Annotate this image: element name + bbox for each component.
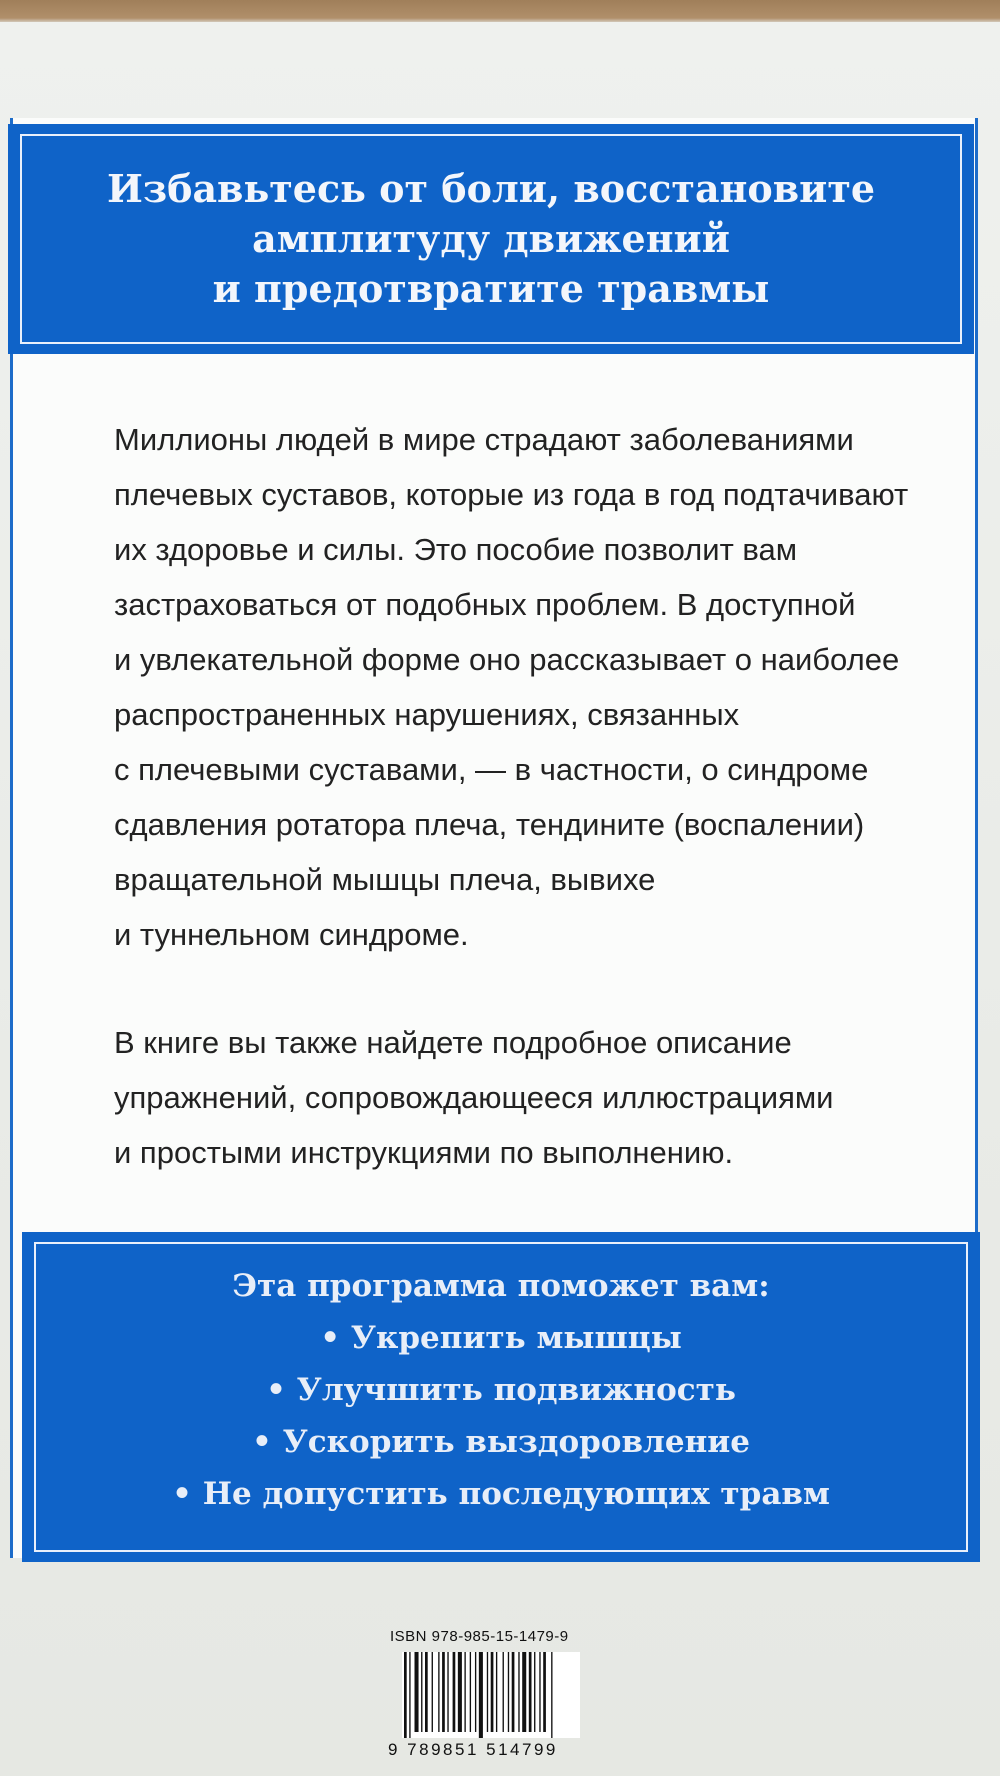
barcode-bar <box>458 1652 462 1732</box>
barcode-bar <box>453 1652 456 1732</box>
barcode-bar <box>518 1652 519 1732</box>
barcode-digits: 9 789851 514799 <box>388 1740 558 1759</box>
barcode-bar <box>487 1652 488 1732</box>
description-paragraph-2 <box>114 1015 934 1180</box>
barcode-bar <box>415 1652 419 1732</box>
barcode-bar <box>475 1652 476 1732</box>
paragraph-1-line: и туннельном синдроме. <box>114 917 469 952</box>
paragraph-1-line: и увлекательной форме оно рассказывает о наиболее <box>114 642 900 677</box>
barcode-bar <box>464 1652 465 1732</box>
barcode-bar <box>432 1652 433 1732</box>
isbn-label: ISBN 978-985-15-1479-9 <box>390 1628 569 1645</box>
barcode-bar <box>409 1652 410 1738</box>
paragraph-2-line: В книге вы также найдете подробное описание <box>114 1025 792 1060</box>
program-item: • Ускорить выздоровление <box>251 1424 751 1460</box>
headline-line-3: и предотвратите травмы <box>212 266 770 311</box>
barcode-bar <box>421 1652 422 1732</box>
barcode-bar <box>529 1652 532 1732</box>
headline-line-2: амплитуду движений <box>252 216 730 261</box>
barcode-bar <box>543 1652 546 1732</box>
barcode-bar <box>508 1652 509 1732</box>
program-banner <box>22 1232 980 1562</box>
program-item: • Улучшить подвижность <box>266 1372 736 1408</box>
program-list <box>42 1260 960 1520</box>
barcode-bar <box>404 1652 407 1738</box>
paragraph-1-line: вращательной мышцы плеча, вывихе <box>114 862 656 897</box>
barcode-bar <box>491 1652 494 1732</box>
headline-line-1: Избавьтесь от боли, восстановите <box>106 166 876 211</box>
program-item: • Укрепить мышцы <box>320 1320 682 1356</box>
paragraph-1-line: с плечевыми суставами, — в частности, о синдроме <box>114 752 869 787</box>
barcode-icon <box>402 1652 580 1738</box>
headline <box>48 164 934 314</box>
paragraph-1-line: Миллионы людей в мире страдают заболеваниями <box>114 422 854 457</box>
top-banner <box>8 124 974 354</box>
barcode-bar <box>522 1652 526 1732</box>
program-title: Эта программа поможет вам: <box>232 1268 770 1304</box>
barcode-bar <box>496 1652 497 1732</box>
barcode-bar <box>534 1652 535 1732</box>
paragraph-2-line: и простыми инструкциями по выполнению. <box>114 1135 734 1170</box>
barcode-bar <box>512 1652 515 1732</box>
barcode-bar <box>447 1652 448 1732</box>
description-paragraph-1 <box>114 412 934 962</box>
paragraph-2-line: упражнений, сопровождающееся иллюстрациями <box>114 1080 834 1115</box>
paragraph-1-line: распространенных нарушениях, связанных <box>114 697 740 732</box>
paragraph-1-line: плечевых суставов, которые из года в год подтачивают <box>114 477 909 512</box>
barcode-bar <box>425 1652 428 1732</box>
paragraph-1-line: сдавления ротатора плеча, тендините (воспалении) <box>114 807 865 842</box>
program-item: • Не допустить последующих травм <box>172 1476 830 1512</box>
barcode-bar <box>438 1652 439 1732</box>
paragraph-1-line: застраховаться от подобных проблем. В доступной <box>114 587 856 622</box>
paragraph-1-line: их здоровье и силы. Это пособие позволит вам <box>114 532 798 567</box>
barcode-bar <box>470 1652 471 1732</box>
barcode-bar <box>539 1652 540 1732</box>
barcode-bar <box>503 1652 504 1732</box>
barcode-bar <box>551 1652 552 1738</box>
isbn-block <box>388 1628 600 1768</box>
barcode-bar <box>479 1652 483 1738</box>
barcode-bar <box>442 1652 445 1732</box>
